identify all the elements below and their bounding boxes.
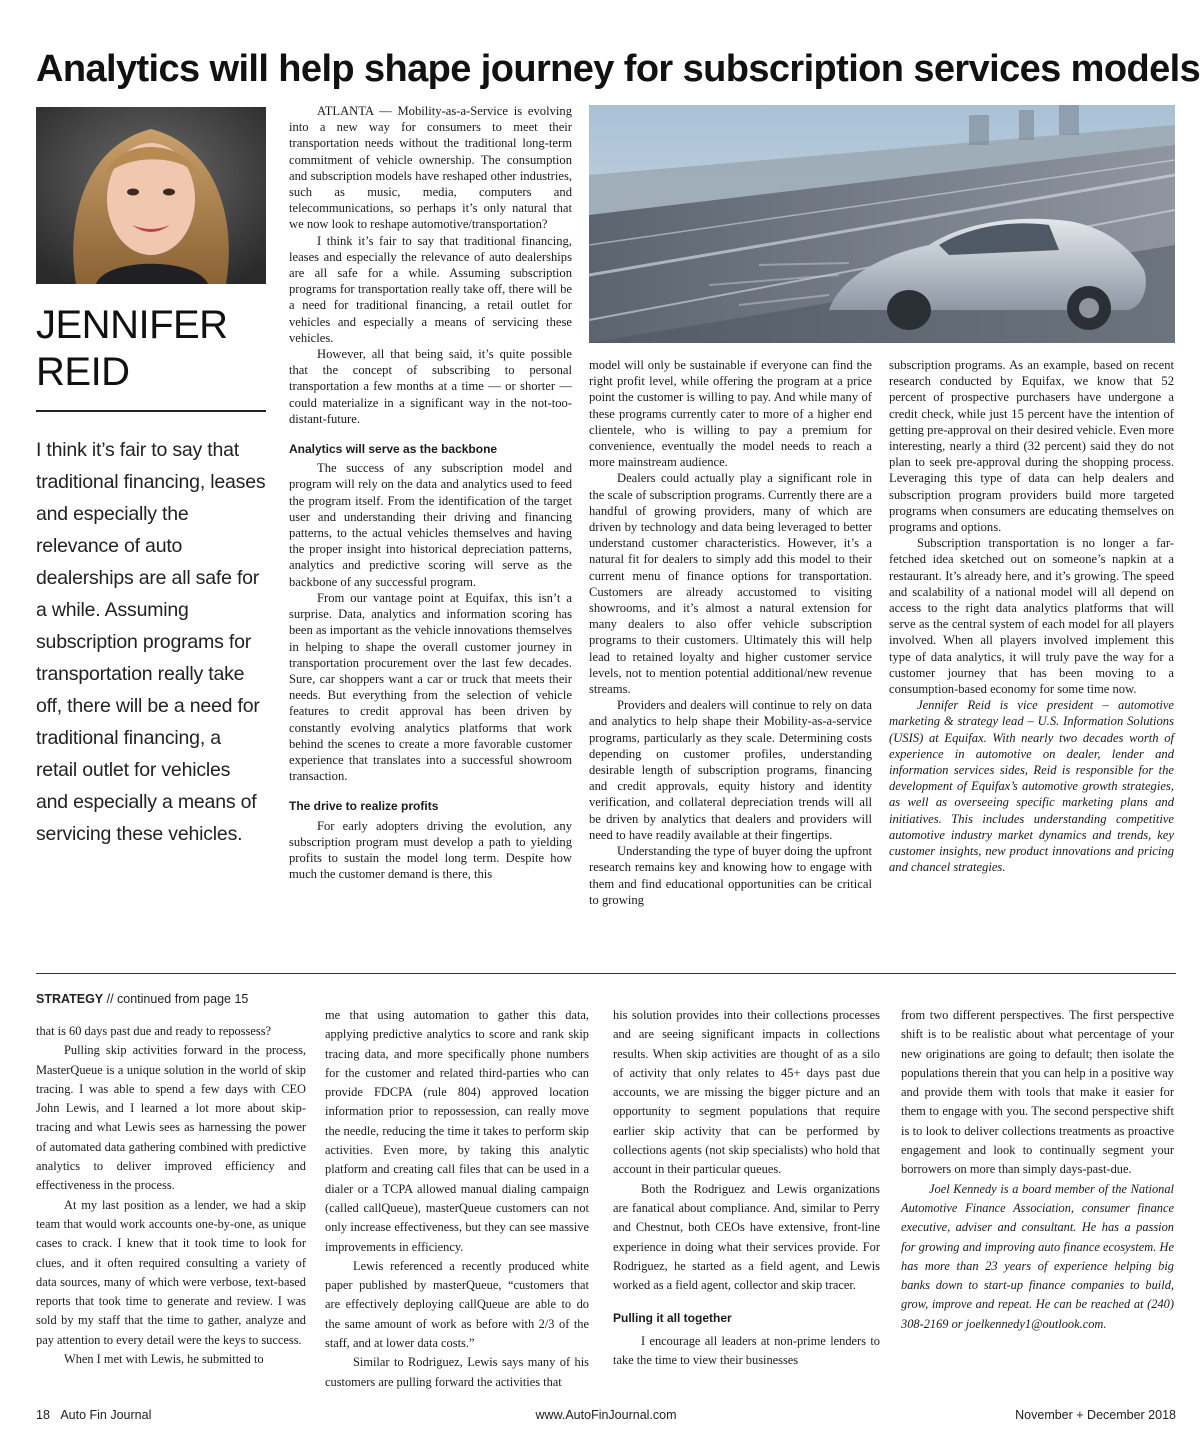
pull-quote: I think it’s fair to say that traditional financing, leases and especially the relevance of auto dealerships are all safe for a while. Assuming subscription programs for transportation really take off, there will be a need for traditional financing, a retail outlet for vehicles and especially a means of servicing these vehicles. [36,439,266,845]
paragraph: Both the Rodriguez and Lewis organizations are fanatical about compliance. And, similar to Perry and Chestnut, both CEOs have extensive, front-line experience in doing what their services provide. For Rodriguez, he started as a field agent, and Lewis worked as a field agent, collector and skip tracer. [613,1181,880,1293]
article-column-3 [889,357,1174,876]
paragraph: his solution provides into their collections processes and are seeing significant impacts in collections results. When skip activities are thought of as a silo of activity that only relates to 45+ days past due accounts, we are missing the bigger picture and an opportunity to segment populations that require earlier skip activity that can be performed by collections agents (not skip specialists) who hold that account in their particular queues. [613,1008,880,1177]
paragraph: Providers and dealers will continue to rely on data and analytics to help shape their Mobility-as-a-service programs, particularly as they scale. Determining costs depending on customer profiles, understanding desirable length of subscription programs, financing and credit approvals, equity history and identity verification, and collateral depreciation trends will all be driven by analytics that dealers and providers will need to have readily available at their fingertips. [589,698,872,842]
issue-date: November + December 2018 [1015,1408,1176,1422]
paragraph: Dealers could actually play a significant role in the scale of subscription programs. Currently there are a handful of growing providers, many of which are driven by technology and data being leveraged to better understand customer characteristics. However, it’s a natural fit for dealers to simply add this model to their current menu of finance options for transportation. Customers are already accustomed to visiting showrooms, and it’s almost a natural extension for many dealers to also offer vehicle subscription programs to their customers. Ultimately this will help lead to retained loyalty and higher customer service levels, not to mention potential additional/new revenue streams. [589,471,872,697]
subheading: The drive to realize profits [289,799,439,814]
author-bio: Jennifer Reid is vice president – automotive marketing & strategy lead – U.S. Information Solutions (USIS) at Equifax. With nearly two decades worth of experience in automotive on dealer, lender and information services sides, Reid is responsible for the development of Equifax’s automotive growth strategies, as well as overseeing specific marketing plans and initiatives. This includes understanding competitive automotive industry market dynamics and trends, key customer insights, new product innovations and pricing and chancel strategies. [889,698,1174,875]
strategy-column-1 [36,1022,306,1369]
paragraph: Subscription transportation is no longer a far-fetched idea sketched out on someone’s napkin at a restaurant. It’s already here, and it’s growing. The speed and scalability of a national model will all depend on access to the right data analytics platforms that will serve as the central system of each model for all players involved. When all players involved implement this type of data analytics, it will truly pave the way for a customer journey that has been moving to a consumption-based economy for some time now. [889,536,1174,697]
paragraph: When I met with Lewis, he submitted to [64,1352,264,1367]
footer-url: www.AutoFinJournal.com [535,1408,677,1422]
author-divider [36,410,266,412]
paragraph: Lewis referenced a recently produced white paper published by masterQueue, “customers that are effectively deploying callQueue are able to do the same amount of work as before with 2/3 of the staff, and at lower data costs.” [325,1258,589,1351]
paragraph: At my last position as a lender, we had a skip team that would work accounts one-by-one, as unique cases to crack. I knew that it took time to look for clues, and it often required consulting a variety of data sources, many of which were verbose, text-based reports that took time to generate and review. I was sold by my staff that the time to gather, analyze and pay attention to every detail were the keys to success. [36,1197,306,1347]
strategy-column-2 [325,1006,589,1392]
page-number: 18 [36,1408,50,1422]
author-bio: Joel Kennedy is a board member of the National Automotive Finance Association, consumer finance executive, adviser and consultant. He has a passion for growing and improving auto finance ecosystem. He has more than 23 years of experience helping big banks down to start-up finance companies to build, grow, improve and repeat. He can be reached at (240) 308-2169 or joelkennedy1@outlook.com. [901,1181,1174,1331]
paragraph: Understanding the type of buyer doing the upfront research remains key and knowing how to engage with them and find educational opportunities can be critical to growing [589,844,872,907]
subheading: Pulling it all together [613,1311,732,1326]
continued-note: // continued from page 15 [103,992,249,1006]
article-column-1 [289,103,572,882]
paragraph: I think it’s fair to say that traditional financing, leases and especially the relevance of auto dealerships are all safe for a while. Assuming subscription programs for transportation really take off, there will be a need for traditional financing, a retail outlet for vehicles and especially a means of servicing these vehicles. [289,233,572,345]
paragraph: me that using automation to gather this data, applying predictive analytics to score and rank skip tracing data, and more specifically phone numbers for the customer and related third-parties who can provide FDCPA (rule 804) approved location information prior to repossession, can really move the needle, reducing the time it takes to perform skip activities. Even more, by taking this analytic platform and creating call files that can be used in a dialer or a TCPA allowed manual dialing campaign (called callQueue), masterQueue customers can not only increase effectiveness, but they can see massive improvements in efficiency. [325,1008,589,1254]
subheading: Analytics will serve as the backbone [289,442,498,457]
paragraph: I encourage all leaders at non-prime lenders to take the time to view their businesses [613,1333,880,1368]
article-column-2 [589,357,872,908]
author-photo [36,107,266,284]
paragraph: from two different perspectives. The first perspective shift is to be realistic about what percentage of your new originations are going to default; then isolate the populations therein that you can help in a positive way and provide them with tools that make it easier for them to engage with you. The second perspective shift is to look to deliver collections treatments as proactive engagement and look to continually segment your borrowers on more than simply days-past-due. [901,1008,1174,1177]
paragraph: model will only be sustainable if everyone can find the right profit level, while offering the program at a price point the customer is willing to pay. And while many of these programs currently cater to more of a higher end clientele, who is willing to pay a premium for convenience, eventually the model needs to reach a more mainstream audience. [589,358,872,470]
hero-image-car-on-highway [589,105,1175,343]
paragraph: The success of any subscription model and program will rely on the data and analytics used to feed the program itself. From the identification of the target user and understanding their driving and financing patterns, to the actual vehicles themselves and having the proper insight into historical depreciation patterns, analytics and predictive scoring will serve as the backbone of any successful program. [289,461,572,589]
author-last-name: REID [36,350,130,394]
paragraph: Pulling skip activities forward in the process, MasterQueue is a unique solution in the world of skip tracing. I was able to spend a few days with CEO John Lewis, and I learned a lot more about skip-tracing and what Lewis sees as harnessing the power of automated data gathering combined with predictive analytics to deliver improved efficiency and effectiveness in the process. [36,1043,306,1193]
section-label: STRATEGY [36,992,104,1006]
strategy-column-4 [901,1006,1174,1334]
headline: Analytics will help shape journey for subscription services models [36,48,1200,90]
paragraph: However, all that being said, it’s quite possible that the concept of subscribing to personal transportation a few months at a time — or shorter — could materialize in a significant way in the not-too-distant-future. [289,347,572,426]
publication-name: Auto Fin Journal [60,1408,152,1422]
strategy-column-3 [613,1006,880,1370]
paragraph: From our vantage point at Equifax, this isn’t a surprise. Data, analytics and information scoring has been as important as the vehicle innovations themselves in helping to shape the overall customer journey in transportation procurement over the last few decades. Sure, car shoppers want a car or truck that meets their needs. But everything from the selection of vehicle features to credit approval has been driven by constantly evolving analytics platforms that work behind the scenes to create a more favorable customer experience that translates into a successful showroom transaction. [289,590,572,784]
paragraph: ATLANTA — Mobility-as-a-Service is evolving into a new way for consumers to meet their transportation needs without the traditional long-term commitment of vehicle ownership. The consumption and subscription models have reshaped other industries, such as music, media, computers and telecommunications, so perhaps it’s only natural that we now look to reshape automotive/transportation? [289,104,572,232]
author-first-name: JENNIFER [36,303,228,347]
continued-header [36,992,248,1006]
paragraph: subscription programs. As an example, based on recent research conducted by Equifax, we know that 52 percent of prospective purchasers have undergone a credit check, while just 15 percent have the intention of getting pre-approval on their desired vehicle. Even more interesting, nearly a third (32 percent) said they do not plan to seek pre-approval during the shopping process. Leveraging this type of data can help dealers and subscription program providers build more targeted programs when consumers are educating themselves on programs and options. [889,358,1174,535]
section-divider [36,973,1176,974]
paragraph: that is 60 days past due and ready to repossess? [36,1024,272,1038]
paragraph: Similar to Rodriguez, Lewis says many of his customers are pulling forward the activities that [325,1355,589,1389]
author-name [36,302,266,396]
page-footer [36,1408,1176,1428]
paragraph: For early adopters driving the evolution, any subscription program must develop a path to yielding profits to sustain the model long term. Despite how much the customer demand is there, this [289,818,572,882]
